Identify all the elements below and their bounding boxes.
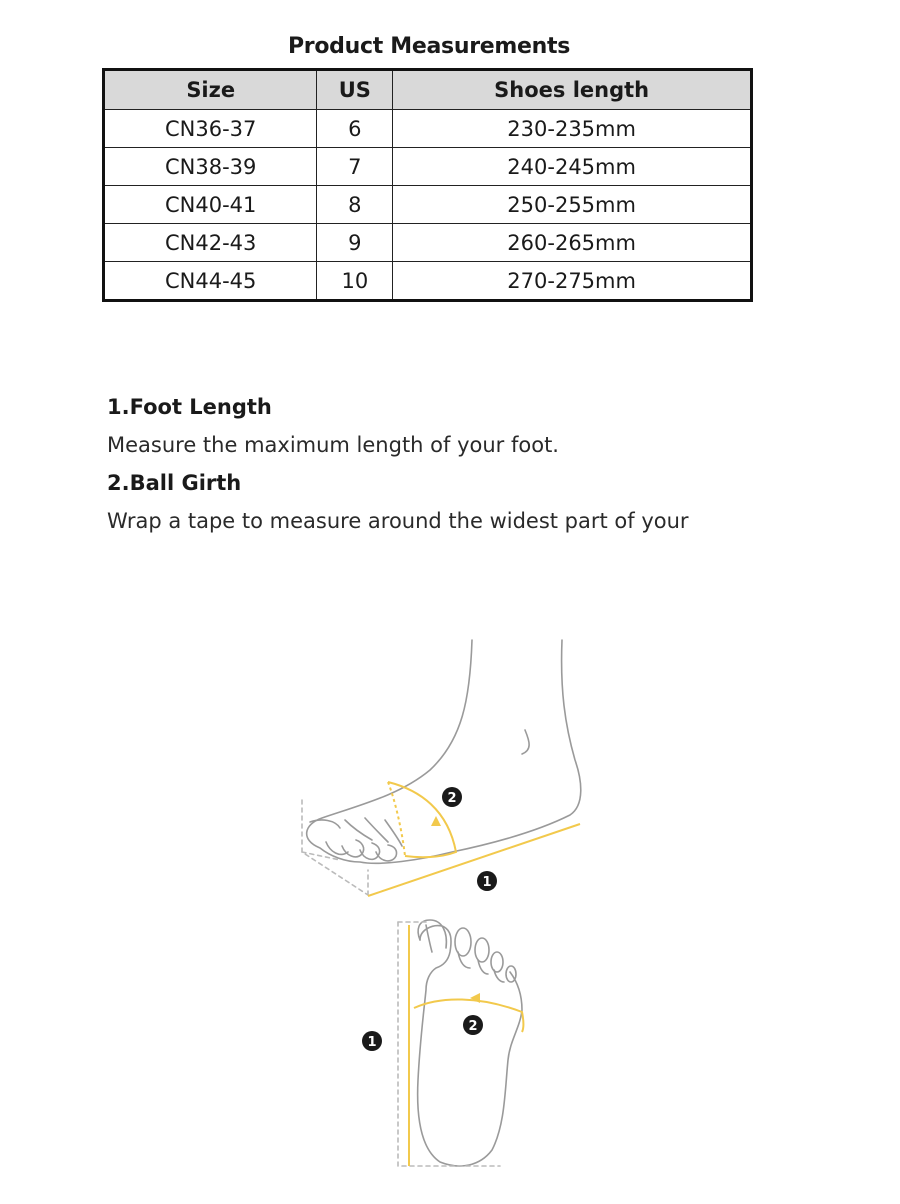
cell-us: 6: [317, 110, 393, 148]
foot-measurement-illustration: [0, 600, 900, 1200]
cell-shoes-length: 260-265mm: [393, 224, 752, 262]
svg-text:1: 1: [482, 875, 492, 890]
foot-length-line-sole: [409, 925, 524, 1166]
step-foot-length-heading: 1.Foot Length: [107, 395, 272, 419]
svg-text:2: 2: [468, 1019, 478, 1034]
table-row: [104, 148, 752, 186]
cell-us: 9: [317, 224, 393, 262]
table-row: [104, 110, 752, 148]
table-row: [104, 224, 752, 262]
step-foot-length-text: Measure the maximum length of your foot.: [107, 433, 559, 457]
marker-1-side: [477, 871, 497, 891]
measurement-instructions: [107, 390, 867, 542]
cell-size: CN44-45: [104, 262, 317, 301]
cell-size: CN40-41: [104, 186, 317, 224]
cell-size: CN36-37: [104, 110, 317, 148]
svg-text:1: 1: [367, 1035, 377, 1050]
cell-shoes-length: 230-235mm: [393, 110, 752, 148]
table-header-row: [104, 70, 752, 110]
marker-1-sole: [362, 1031, 382, 1051]
table-row: [104, 186, 752, 224]
header-us: US: [317, 70, 393, 110]
header-shoes-length: Shoes length: [393, 70, 752, 110]
size-table: [102, 68, 753, 302]
girth-arrow-side: [431, 816, 441, 826]
marker-2-sole: [463, 1015, 483, 1035]
table-row: [104, 262, 752, 301]
header-size: Size: [104, 70, 317, 110]
girth-arrow-sole: [470, 993, 480, 1003]
cell-shoes-length: 240-245mm: [393, 148, 752, 186]
step-ball-girth-heading: 2.Ball Girth: [107, 471, 242, 495]
cell-shoes-length: 250-255mm: [393, 186, 752, 224]
cell-size: CN42-43: [104, 224, 317, 262]
cell-size: CN38-39: [104, 148, 317, 186]
cell-us: 7: [317, 148, 393, 186]
step-ball-girth-text: Wrap a tape to measure around the widest part of your: [107, 509, 689, 533]
cell-us: 10: [317, 262, 393, 301]
cell-shoes-length: 270-275mm: [393, 262, 752, 301]
cell-us: 8: [317, 186, 393, 224]
foot-length-line-side: [368, 782, 580, 896]
table-title: Product Measurements: [287, 34, 571, 59]
foot-sole-view-icon: [398, 920, 522, 1166]
svg-text:2: 2: [447, 791, 457, 806]
marker-2-side: [442, 787, 462, 807]
